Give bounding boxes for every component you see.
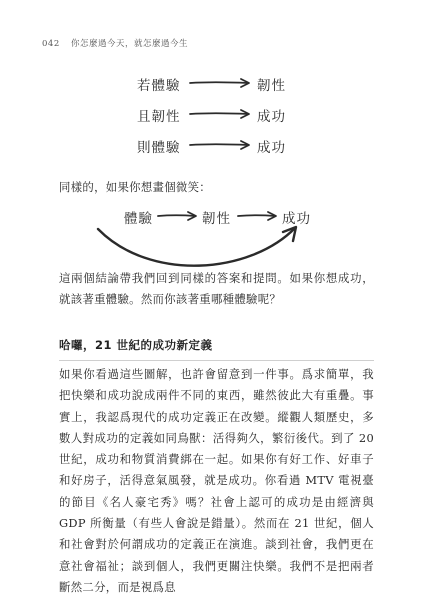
flow-arrow-2-icon [190, 110, 249, 118]
smile-arrow-2-icon [238, 212, 276, 220]
body-paragraph: 如果你看過這些圖解，也許會留意到一件事。爲求簡單，我把快樂和成功說成兩件不同的東西，雖然彼此大有重疊。事實上，我認爲現代的成功定義正在改變。縱觀人類歷史，多數人對成功的定義如同鳥獸：活得夠久，繁衍後代。到了 20 世紀，成功和物質消費綁在一起。如果你有好工作、好車子和好房子，活得意氣風發，就是成功。你看過 MTV 電視臺的節目《名人豪宅秀》嗎？社會上認可的成功是由經濟與 GDP 所衡量（有些人會說是錯量）。然而在 21 世紀，個人和社會對於何謂成功的定義正在演進。談到社會，我們更在意社會福祉；談到個人，我們更關注快樂。我們不是把兩者斷然二分，而是視爲息 [59, 367, 374, 594]
conclusion-paragraph: 這兩個結論帶我們回到同樣的答案和提問。如果你想成功，就該著重體驗。然而你該著重哪種體驗呢？ [59, 271, 374, 307]
flow-1-from: 若體驗 [137, 78, 181, 94]
smile-label-a: 體驗 [124, 211, 153, 227]
flow-3-to: 成功 [257, 140, 286, 156]
flow-2-from: 且韌性 [137, 109, 181, 125]
smile-label-c: 成功 [282, 211, 311, 227]
section-heading: 哈囉，21 世紀的成功新定義 [59, 338, 213, 352]
flow-2-to: 成功 [257, 109, 286, 125]
flow-3-from: 則體驗 [137, 140, 181, 156]
flow-arrow-1-icon [190, 79, 249, 87]
flow-1-to: 韌性 [257, 78, 286, 94]
page-number: 042 [42, 39, 60, 49]
running-title: 你怎麼過今天，就怎麼過今生 [70, 39, 188, 49]
smile-arrow-1-icon [158, 212, 196, 220]
flow-arrow-3-icon [190, 141, 249, 149]
section-divider [59, 360, 374, 361]
intro-paragraph: 同樣的，如果你想畫個微笑： [59, 180, 211, 194]
smile-curve-icon [98, 227, 296, 266]
smile-label-b: 韌性 [202, 211, 231, 227]
